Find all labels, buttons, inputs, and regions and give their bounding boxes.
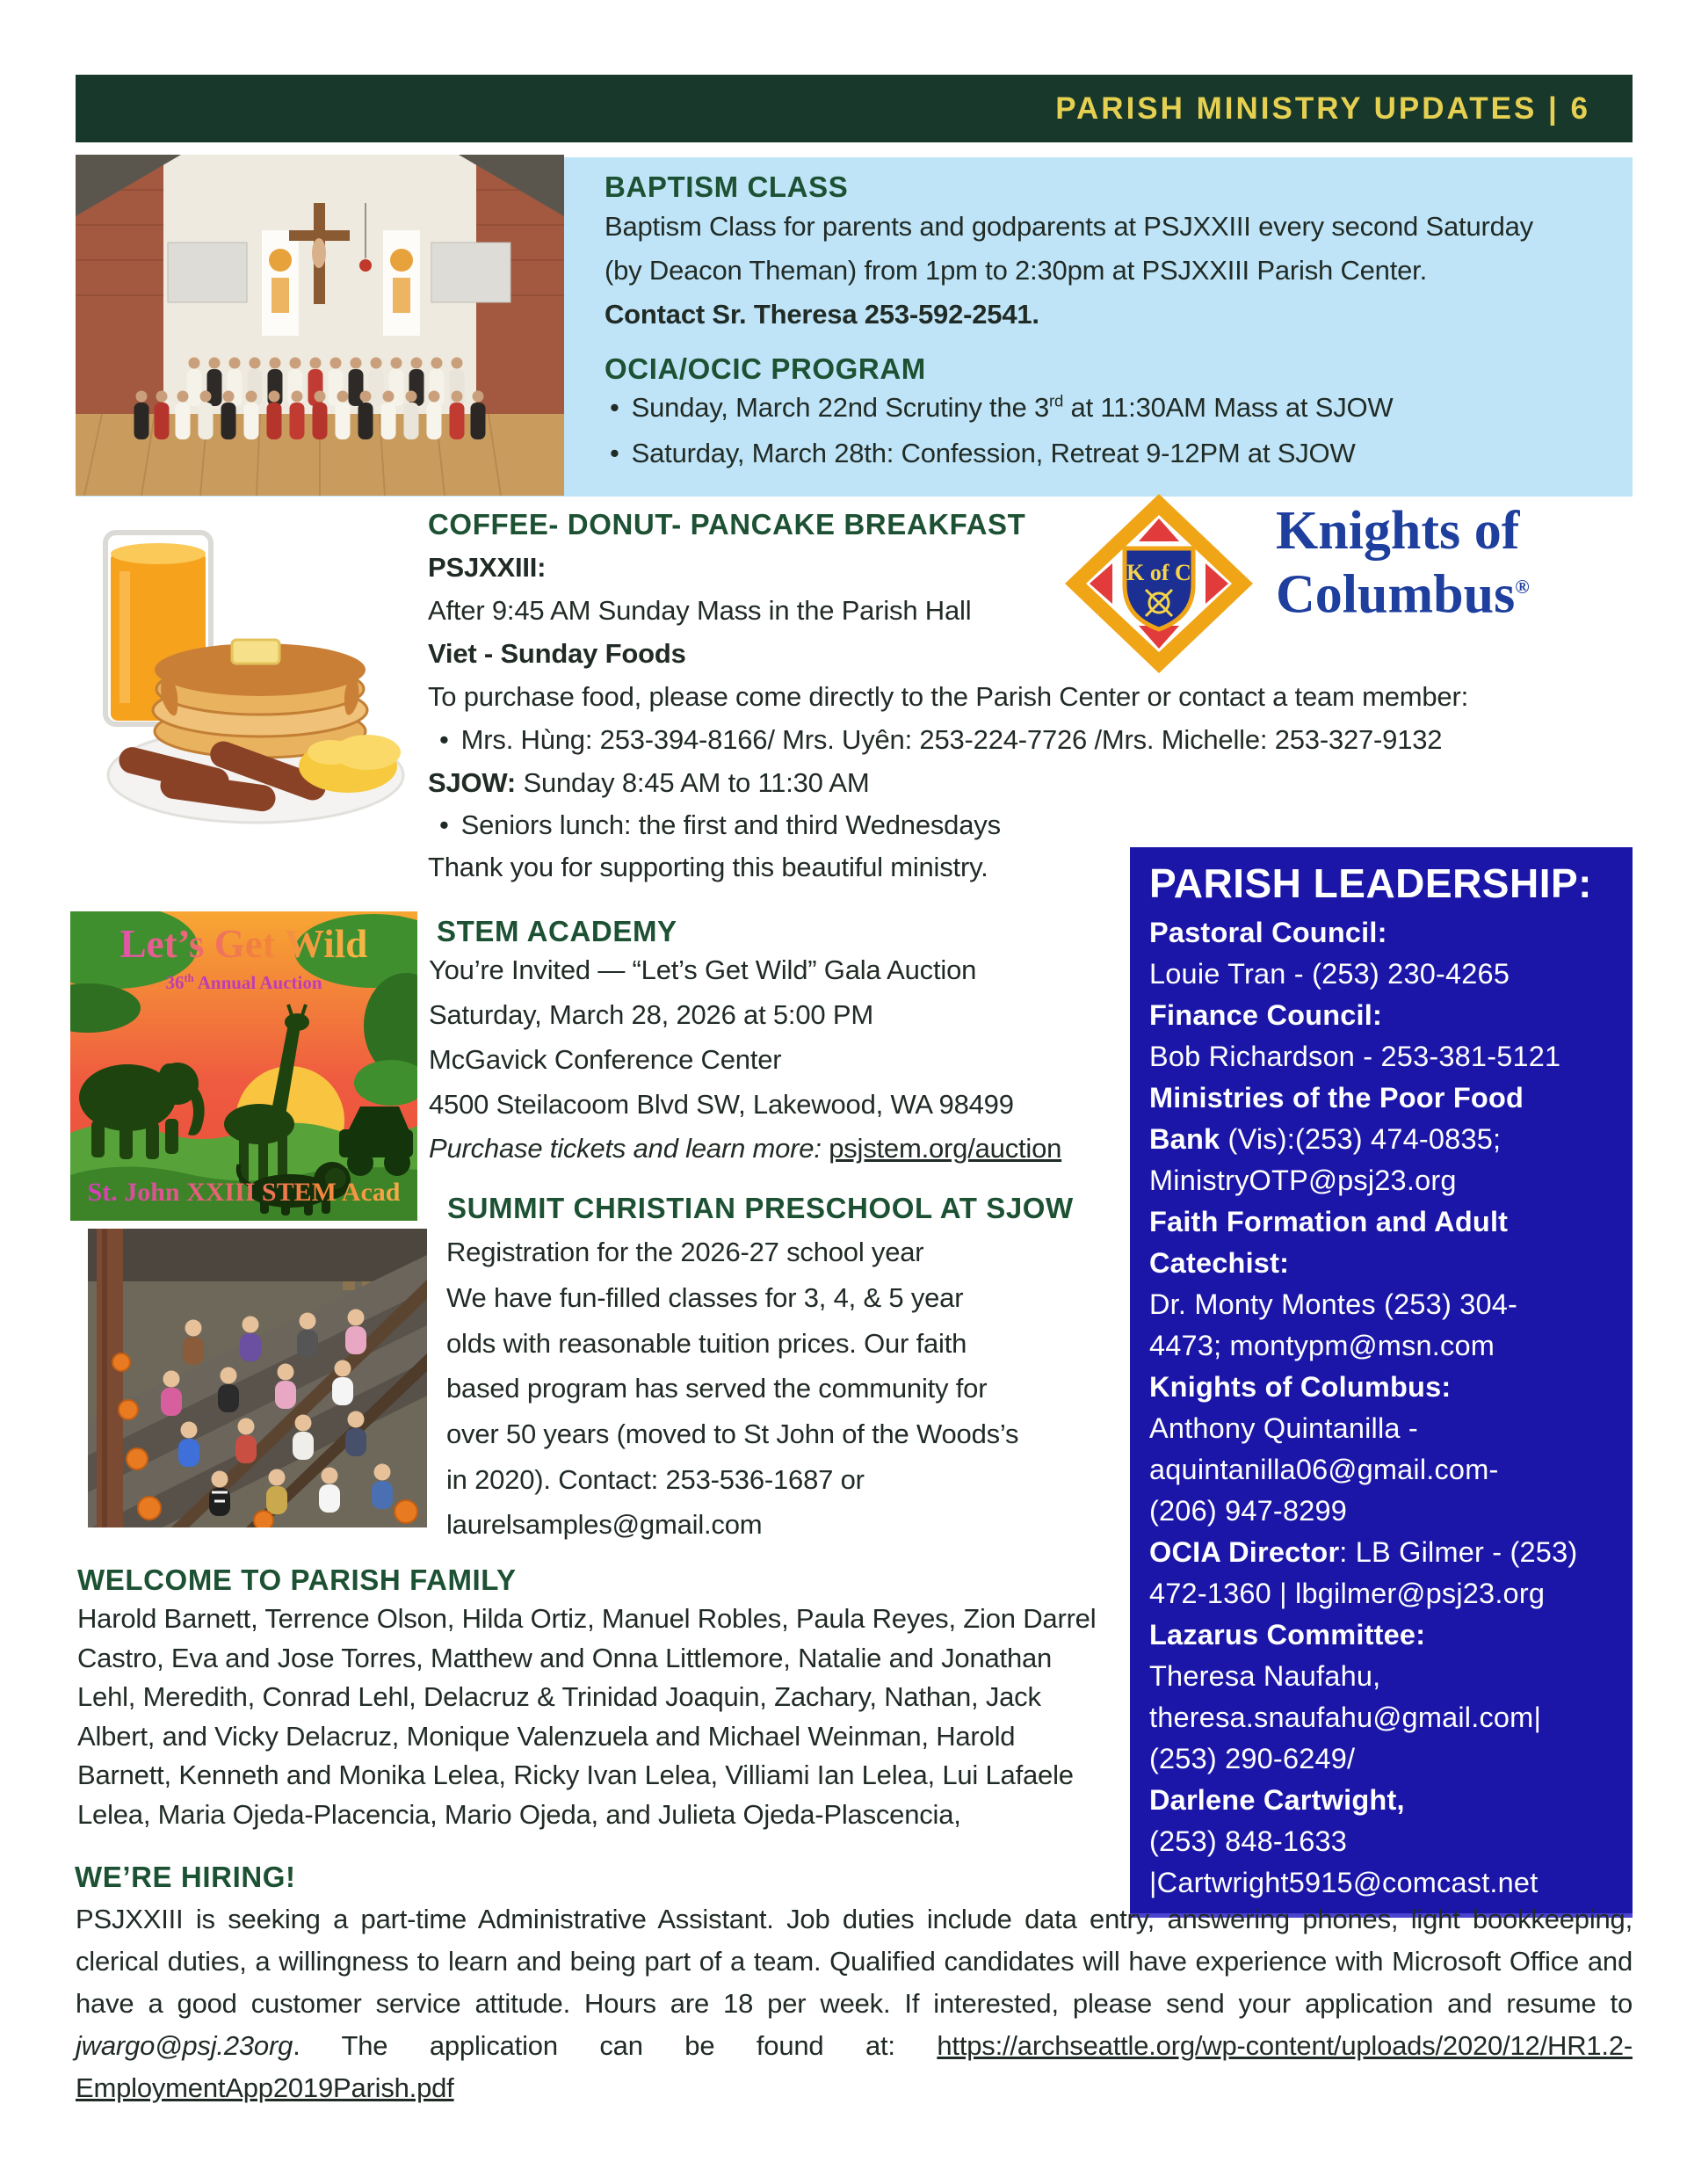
leadership-line: (253) 290-6249/	[1149, 1743, 1356, 1774]
breakfast-thanks-line: Thank you for supporting this beautiful ministry.	[428, 852, 988, 882]
leadership-line: Faith Formation and Adult	[1149, 1206, 1509, 1237]
metal-pole	[97, 1229, 123, 1527]
leadership-line: aquintanilla06@gmail.com-	[1149, 1454, 1499, 1485]
poster-footer: St. John XXIII STEM Acad	[70, 1178, 417, 1208]
kofc-wordmark-line2: Columbus	[1276, 564, 1516, 625]
leadership-line: Pastoral Council:	[1149, 917, 1387, 948]
baptism-contact-line: Contact Sr. Theresa 253-592-2541.	[605, 299, 1039, 330]
welcome-heading: WELCOME TO PARISH FAMILY	[77, 1564, 517, 1596]
leadership-line: Catechist:	[1149, 1247, 1290, 1279]
ocia-bullet-1	[610, 390, 1393, 425]
stem-address-line: 4500 Steilacoom Blvd SW, Lakewood, WA 98499	[429, 1089, 1014, 1120]
breakfast-psjxxiii-time: After 9:45 AM Sunday Mass in the Parish Hall	[428, 595, 972, 626]
leadership-line: Theresa Naufahu,	[1149, 1660, 1381, 1692]
poster-subtitle: 36th Annual Auction	[165, 972, 322, 993]
kofc-wordmark	[1276, 503, 1530, 623]
leadership-line: Louie Tran - (253) 230-4265	[1149, 958, 1510, 990]
baptism-line-1: Baptism Class for parents and godparents at PSJXXIII every second Saturday	[605, 211, 1533, 242]
stem-tickets-line	[429, 1131, 1061, 1166]
preschool-kids-photo	[88, 1229, 427, 1527]
leadership-line: 4473; montypm@msn.com	[1149, 1330, 1495, 1361]
registered-mark: ®	[1515, 576, 1530, 598]
breakfast-purchase-line: To purchase food, please come directly to the Parish Center or contact a team member:	[428, 681, 1468, 712]
ocia-bullet-2	[610, 436, 1356, 471]
bullet-icon	[610, 438, 632, 468]
hiring-paragraph	[76, 1898, 1633, 2109]
leadership-line: Bank (Vis):(253) 474-0835;	[1149, 1123, 1502, 1155]
leadership-line: Ministries of the Poor Food	[1149, 1082, 1524, 1114]
bullet-icon	[439, 724, 461, 755]
breakfast-seniors-text: Seniors lunch: the first and third Wednesdays	[460, 809, 1001, 840]
poster-title: Let’s Get Wild	[70, 921, 417, 967]
breakfast-viet-label: Viet - Sunday Foods	[428, 638, 686, 669]
summit-line-2: We have fun-filled classes for 3, 4, & 5 year	[446, 1282, 964, 1313]
kofc-wordmark-line1: Knights of	[1276, 501, 1520, 561]
summit-line-7: laurelsamples@gmail.com	[446, 1509, 763, 1540]
leadership-line: Lazarus Committee:	[1149, 1619, 1426, 1651]
baptism-heading: BAPTISM CLASS	[605, 171, 849, 203]
leadership-line: (253) 848-1633	[1149, 1825, 1348, 1857]
stem-tickets-label: Purchase tickets and learn more:	[429, 1133, 822, 1164]
summit-heading: SUMMIT CHRISTIAN PRESCHOOL AT SJOW	[447, 1192, 1074, 1224]
hiring-text-2: . The application can be found at:	[293, 2030, 938, 2061]
leadership-line: |Cartwright5915@comcast.net	[1149, 1867, 1539, 1898]
breakfast-psjxxiii-label: PSJXXIII:	[428, 552, 547, 583]
leadership-line: Finance Council:	[1149, 999, 1383, 1031]
summit-line-4: based program has served the community for	[446, 1373, 988, 1404]
auction-link[interactable]: psjstem.org/auction	[829, 1133, 1062, 1164]
stem-venue-line: McGavick Conference Center	[429, 1044, 782, 1075]
breakfast-sjow-line: SJOW: Sunday 8:45 AM to 11:30 AM	[428, 767, 870, 798]
kofc-emblem	[1061, 490, 1256, 677]
leadership-line: MinistryOTP@psj23.org	[1149, 1165, 1457, 1196]
church-group-photo	[76, 155, 564, 496]
summit-line-6: in 2020). Contact: 253-536-1687 or	[446, 1464, 865, 1495]
pancake-breakfast-photo	[76, 501, 409, 837]
application-form-link[interactable]: https://archseattle.org/wp-content/uploads/2020/12/HR1.2-EmploymentApp2019Parish.pdf	[76, 2030, 1633, 2103]
breakfast-heading: COFFEE- DONUT- PANCAKE BREAKFAST	[428, 508, 1026, 541]
breakfast-seniors-bullet	[439, 808, 1001, 843]
leadership-line: Knights of Columbus:	[1149, 1371, 1452, 1403]
hiring-heading: WE’RE HIRING!	[75, 1861, 296, 1893]
stem-invite-line: You’re Invited — “Let’s Get Wild” Gala Auction	[429, 954, 977, 985]
hiring-text-1: PSJXXIII is seeking a part-time Administrative Assistant. Job duties include data entry, answering phones, light bookkeeping, clerical duties, a willingness to learn and being part of a team. Qualified candidates will have experience with Microsoft Office and have a good customer service attitude. Hours are 18 per week. If interested, please send your application and resume to	[76, 1904, 1633, 2019]
ocia-bullet-2-text: Saturday, March 28th: Confession, Retreat 9-12PM at SJOW	[631, 438, 1356, 468]
leadership-line: Darlene Cartwight,	[1149, 1784, 1405, 1816]
leadership-line: theresa.snaufahu@gmail.com|	[1149, 1701, 1542, 1733]
summit-line-3: olds with reasonable tuition prices. Our faith	[446, 1328, 967, 1359]
welcome-names-paragraph: Harold Barnett, Terrence Olson, Hilda Ortiz, Manuel Robles, Paula Reyes, Zion Darrel Castro, Eva and Jose Torres, Matthew and Onna Littlemore, Natalie and Jonathan Lehl, Meredith, Conrad Lehl, Delacruz & Trinidad Joaquin, Zachary, Nathan, Jack Albert, and Vicky Delacruz, Monique Valenzuela and Michael Weinman, Harold Barnett, Kenneth and Monika Lelea, Ricky Ivan Lelea, Villiami Ian Lelea, Lui Lafaele Lelea, Maria Ojeda-Placencia, Mario Ojeda, and Julieta Ojeda-Plascencia,	[77, 1603, 1097, 1830]
leadership-line: 472-1360 | lbgilmer@psj23.org	[1149, 1578, 1546, 1609]
bullet-icon	[439, 809, 461, 840]
page-header-banner	[76, 75, 1633, 142]
ocia-bullet-1-text: Sunday, March 22nd Scrutiny the 3rd at 11:30AM Mass at SJOW	[631, 391, 1394, 423]
summit-line-1: Registration for the 2026-27 school year	[446, 1237, 924, 1267]
page-title: PARISH MINISTRY UPDATES | 6	[1055, 91, 1590, 126]
baptism-line-2: (by Deacon Theman) from 1pm to 2:30pm at PSJXXIII Parish Center.	[605, 255, 1427, 286]
application-email: jwargo@psj.23org	[76, 2030, 293, 2061]
leadership-line: (206) 947-8299	[1149, 1495, 1348, 1527]
leadership-line: Dr. Monty Montes (253) 304-	[1149, 1288, 1518, 1320]
kofc-emblem-text: K of C	[1126, 560, 1191, 585]
leadership-title: PARISH LEADERSHIP:	[1149, 860, 1592, 906]
bullet-icon	[610, 392, 632, 423]
leadership-line: Anthony Quintanilla -	[1149, 1412, 1418, 1444]
summit-line-5: over 50 years (moved to St John of the Woods’s	[446, 1419, 1019, 1449]
stem-date-line: Saturday, March 28, 2026 at 5:00 PM	[429, 999, 873, 1030]
breakfast-contacts-bullet	[439, 722, 1442, 758]
leadership-line: OCIA Director: LB Gilmer - (253)	[1149, 1536, 1578, 1568]
pancake-stack	[153, 640, 367, 758]
leadership-line: Bob Richardson - 253-381-5121	[1149, 1041, 1561, 1072]
stem-heading: STEM ACADEMY	[437, 915, 677, 947]
ocia-heading: OCIA/OCIC PROGRAM	[605, 352, 926, 385]
breakfast-contacts-text: Mrs. Hùng: 253-394-8166/ Mrs. Uyên: 253-224-7726 /Mrs. Michelle: 253-327-9132	[460, 724, 1443, 755]
